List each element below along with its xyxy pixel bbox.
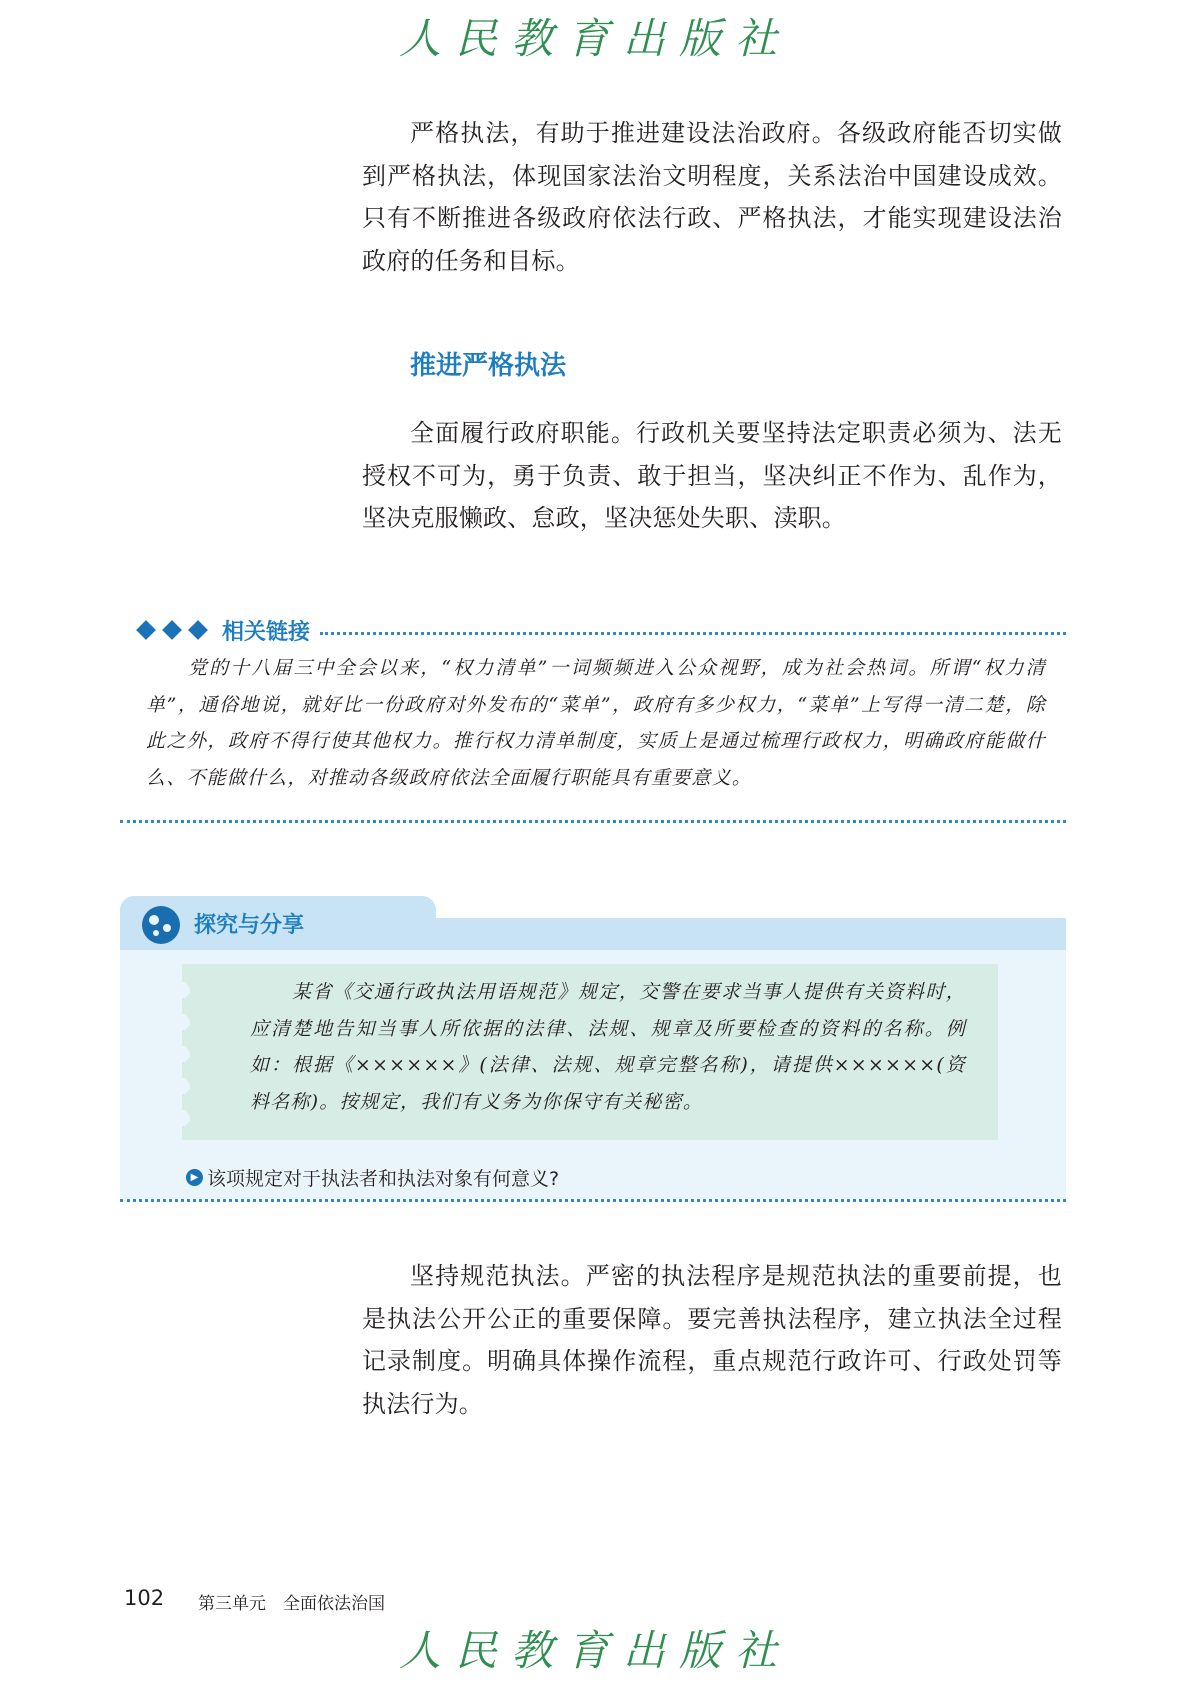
- related-link-title: 相关链接: [222, 619, 311, 645]
- publisher-watermark-bottom: 人民教育出版社: [398, 1626, 791, 1675]
- dotted-divider: [120, 820, 1066, 823]
- subheading: 推进严格执法: [410, 351, 567, 381]
- diamond-icons: [136, 623, 208, 637]
- notch-decoration: [174, 982, 190, 998]
- explore-icon: [142, 906, 180, 944]
- notch-decoration: [174, 1046, 190, 1062]
- publisher-watermark-top: 人民教育出版社: [398, 14, 791, 63]
- explore-quote-text: 某省《交通行政执法用语规范》规定，交警在要求当事人提供有关资料时，应清楚地告知当事人所依据的法律、法规、规章及所要检查的资料的名称。例如：根据《××××××》(法律、法规、规章完整名称)，请提供××××××(资料名称)。按规定，我们有义务为你保守有关秘密。: [250, 981, 966, 1113]
- related-link-header: [136, 613, 1066, 647]
- explore-share-box: [120, 896, 1066, 1199]
- diamond-icon: [162, 620, 182, 640]
- explore-title: 探究与分享: [194, 913, 305, 938]
- play-arrow-icon: ▶: [186, 1169, 203, 1186]
- paragraph-strict-law-enforcement: 严格执法，有助于推进建设法治政府。各级政府能否切实做到严格执法，体现国家法治文明程度，关系法治中国建设成效。只有不断推进各级政府依法行政、严格执法，才能实现建设法治政府的任务和目标。: [362, 119, 1062, 275]
- diamond-icon: [188, 620, 208, 640]
- explore-quote-box: [182, 964, 998, 1140]
- paragraph-standardized-enforcement: 坚持规范执法。严密的执法程序是规范执法的重要前提，也是执法公开公正的重要保障。要完善执法程序，建立执法全过程记录制度。明确具体操作流程，重点规范行政许可、行政处罚等执法行为。: [362, 1262, 1062, 1418]
- page-number: 102: [124, 1586, 165, 1610]
- footer-unit-title: 第三单元 全面依法治国: [198, 1594, 385, 1614]
- diamond-icon: [136, 620, 156, 640]
- notch-decoration: [174, 1078, 190, 1094]
- notch-decoration: [174, 1110, 190, 1126]
- explore-question: [186, 1164, 559, 1191]
- dotted-divider: [320, 632, 1066, 635]
- explore-question-text: 该项规定对于执法者和执法对象有何意义?: [207, 1168, 560, 1190]
- notch-decoration: [174, 1014, 190, 1030]
- explore-header-band: [420, 918, 1066, 950]
- dotted-divider: [120, 1199, 1066, 1202]
- related-link-text: 党的十八届三中全会以来，“权力清单”一词频频进入公众视野，成为社会热词。所谓“权力清单”，通俗地说，就好比一份政府对外发布的“菜单”，政府有多少权力，“菜单”上写得一清二楚，除此之外，政府不得行使其他权力。推行权力清单制度，实质上是通过梳理行政权力，明确政府能做什么、不能做什么，对推动各级政府依法全面履行职能具有重要意义。: [146, 657, 1046, 789]
- explore-header-tab: [120, 896, 436, 950]
- paragraph-government-functions: 全面履行政府职能。行政机关要坚持法定职责必须为、法无授权不可为，勇于负责、敢于担当，坚决纠正不作为、乱作为，坚决克服懒政、怠政，坚决惩处失职、渎职。: [362, 419, 1062, 532]
